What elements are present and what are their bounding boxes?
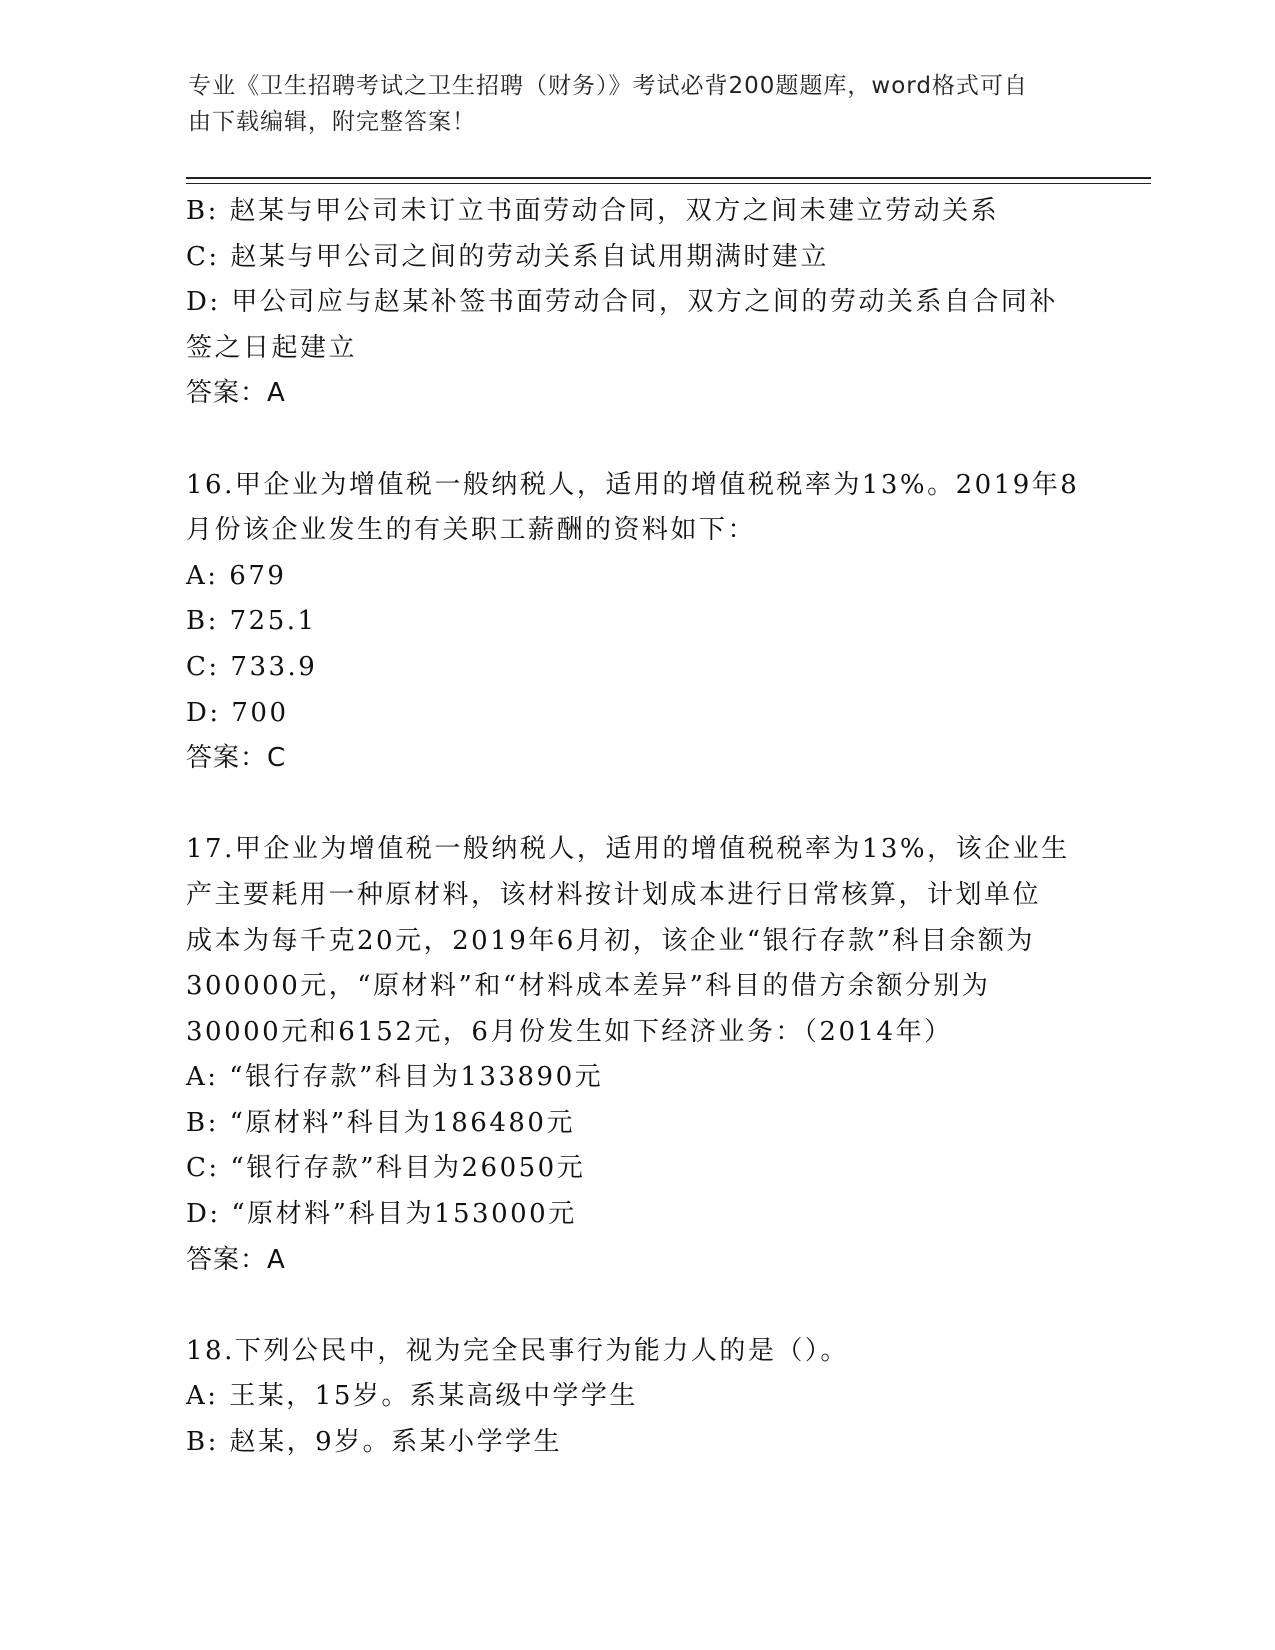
header-divider-thin [186,183,1151,184]
question-text-line-2: 月份该企业发生的有关职工薪酬的资料如下： [186,515,757,546]
question-17 [186,827,1086,1283]
question-text-line-1: 16.甲企业为增值税一般纳税人，适用的增值税税率为13%。2019年8 [186,469,1080,500]
option-d-line-1: D: 甲公司应与赵某补签书面劳动合同，双方之间的劳动关系自合同补 [186,287,1058,318]
option-a: A: 王某，15岁。系某高级中学学生 [186,1381,638,1412]
question-text-line-4: 300000元，“原材料”和“材料成本差异”科目的借方余额分别为 [186,971,991,1002]
option-d-line-2: 签之日起建立 [186,332,358,363]
option-b: B: 赵某与甲公司未订立书面劳动合同，双方之间未建立劳动关系 [186,196,1000,226]
question-18 [186,1329,1086,1466]
document-body [186,189,1086,1466]
option-a: A: “银行存款”科目为133890元 [186,1062,604,1093]
question-text-line-3: 成本为每千克20元，2019年6月初，该企业“银行存款”科目余额为 [186,925,1035,956]
header-divider-thick [186,177,1151,179]
option-d: D: 700 [186,697,289,728]
question-text-line-5: 30000元和6152元，6月份发生如下经济业务：（2014年） [186,1016,953,1047]
option-c: C: 733.9 [186,651,318,682]
question-15 [186,189,1086,417]
answer: 答案：A [186,1244,286,1275]
question-text-line-1: 18.下列公民中，视为完全民事行为能力人的是（）。 [186,1335,849,1366]
header-line-2: 由下载编辑，附完整答案！ [188,109,476,135]
option-c: C: 赵某与甲公司之间的劳动关系自试用期满时建立 [186,241,829,272]
option-c: C: “银行存款”科目为26050元 [186,1153,586,1184]
question-16 [186,463,1086,782]
option-b: B: “原材料”科目为186480元 [186,1107,575,1138]
question-text-line-2: 产主要耗用一种原材料，该材料按计划成本进行日常核算，计划单位 [186,879,1042,910]
document-header [188,68,1068,140]
option-a: A: 679 [186,560,287,591]
option-b: B: 赵某，9岁。系某小学学生 [186,1427,563,1458]
question-text-line-1: 17.甲企业为增值税一般纳税人，适用的增值税税率为13%，该企业生 [186,834,1070,865]
answer: 答案：A [186,378,286,409]
option-b: B: 725.1 [186,606,317,637]
answer: 答案：C [186,743,287,774]
header-line-1: 专业《卫生招聘考试之卫生招聘（财务）》考试必背200题题库，word格式可自 [188,73,1028,99]
option-d: D: “原材料”科目为153000元 [186,1199,577,1230]
